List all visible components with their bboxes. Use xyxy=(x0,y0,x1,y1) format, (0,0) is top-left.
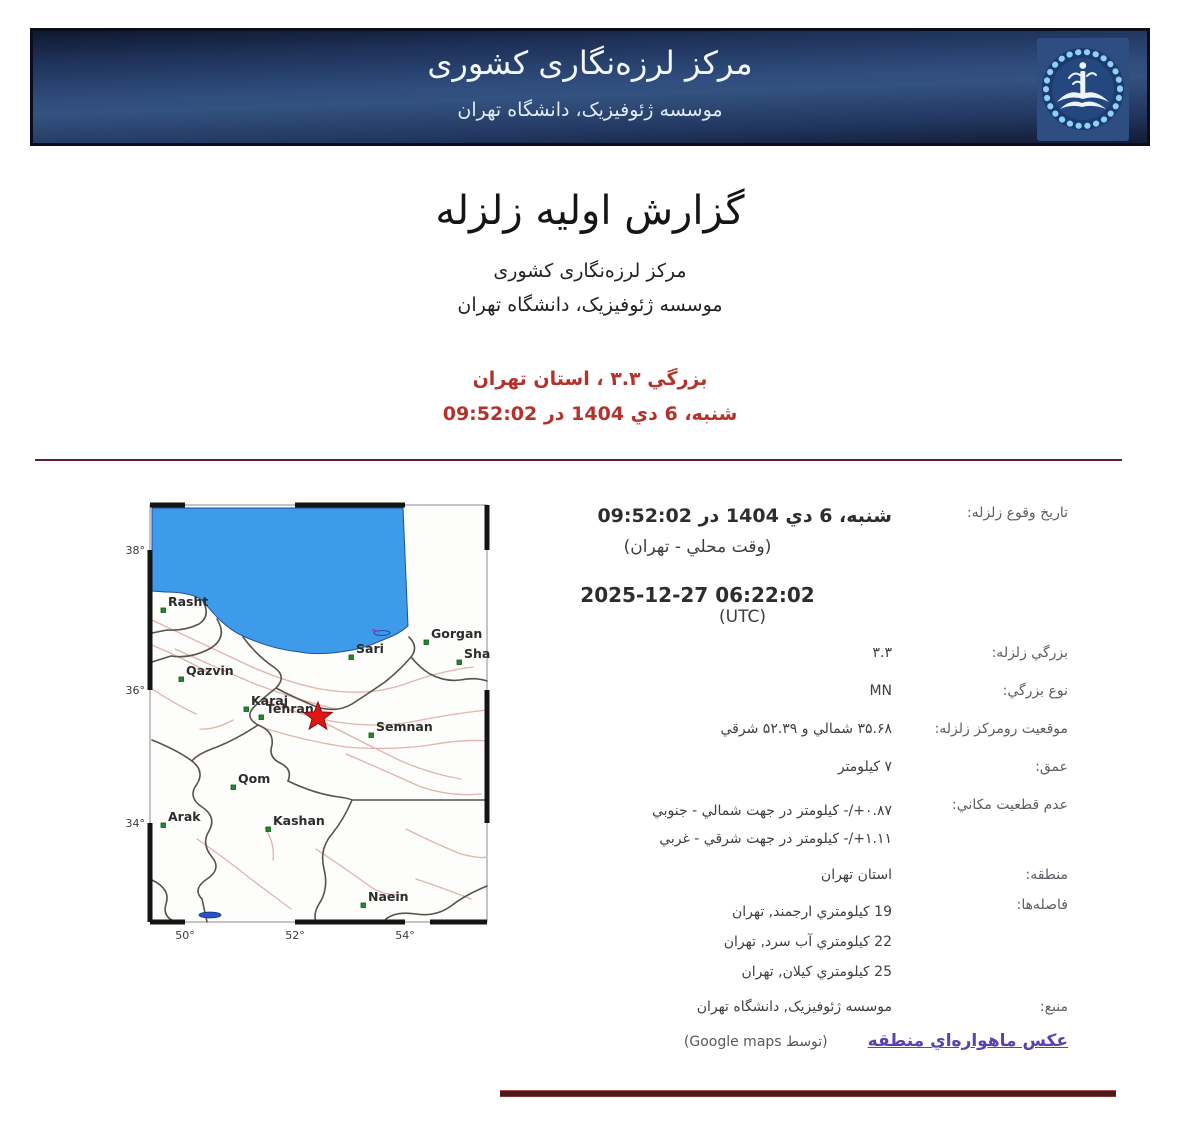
report-org-line1: مرکز لرزه‌نگاری کشوری xyxy=(493,260,687,282)
uncertainty-ns: ⁦-/+۰.۸۷⁩ کیلومتر در جهت شمالي - جنوبي xyxy=(651,803,892,819)
row-magnitude xyxy=(503,645,1068,661)
lake xyxy=(199,912,221,918)
row-region xyxy=(503,867,1068,883)
satellite-link-note: (توسط Google maps) xyxy=(683,1034,828,1051)
magnitude-type-value: MN xyxy=(869,683,892,699)
epicenter-label: موقعیت رومرکز زلزله: xyxy=(934,721,1068,737)
city-label: Naein xyxy=(368,889,409,904)
lon-tick: 50° xyxy=(175,929,195,942)
source-label: منبع: xyxy=(1039,999,1068,1016)
headline-magnitude: بزرگي ۳.۳ ، استان تهران xyxy=(472,368,708,391)
distances-value xyxy=(503,897,892,987)
distances-label: فاصله‌ها: xyxy=(1016,897,1068,913)
city-label: Semnan xyxy=(376,719,433,734)
lon-tick: 54° xyxy=(395,929,415,942)
report-head xyxy=(0,188,1180,431)
org-subtitle: موسسه ژئوفیزیک، دانشگاه تهران xyxy=(457,99,723,121)
report-org-lines xyxy=(0,254,1180,322)
top-divider xyxy=(35,459,1122,461)
magnitude-value: ۳.۳ xyxy=(872,645,892,661)
satellite-link-row xyxy=(503,1031,1068,1051)
page-title: گزارش اولیه زلزله xyxy=(435,188,745,234)
distance-item: 22 کیلومتري آب سرد, تهران xyxy=(723,934,892,951)
city-label: Karaj xyxy=(251,693,289,708)
city-label: Qazvin xyxy=(186,663,234,678)
row-uncertainty xyxy=(503,797,1068,853)
epicenter-map xyxy=(115,498,500,950)
local-time-note: (وقت محلي - تهران) xyxy=(623,537,772,557)
org-title: مرکز لرزه‌نگاری کشوری xyxy=(427,44,753,82)
uncertainty-value xyxy=(503,797,892,853)
row-depth xyxy=(503,759,1068,775)
uncertainty-label: عدم قطعیت مکاني: xyxy=(952,797,1068,813)
city-label: Rasht xyxy=(168,594,209,609)
city-label: Kashan xyxy=(273,813,325,828)
magnitude-label: بزرگي زلزله: xyxy=(991,645,1068,661)
region-value: استان تهران xyxy=(820,867,892,883)
city-label: Arak xyxy=(168,809,201,824)
headline xyxy=(0,362,1180,430)
utc-datetime: 2025-12-27 06:22:02 xyxy=(580,583,815,607)
region-label: منطقه: xyxy=(1025,867,1068,883)
lon-tick: 52° xyxy=(285,929,305,942)
local-datetime: شنبه، 6 دي 1404 در 09:52:02 xyxy=(597,505,892,527)
distance-item: 19 کیلومتري ارجمند, تهران xyxy=(731,904,892,920)
city-label: Sha xyxy=(464,646,491,661)
epicenter-value: ۳۵.۶۸ شمالي و ۵۲.۳۹ شرقي xyxy=(720,721,892,737)
city-label: Qom xyxy=(238,771,271,786)
university-of-tehran-logo-icon xyxy=(1035,34,1131,144)
header-banner xyxy=(30,28,1150,146)
city-label: Sari xyxy=(356,641,384,656)
event-details xyxy=(503,505,1068,1051)
report-org-line2: موسسه ژئوفیزیک، دانشگاه تهران xyxy=(457,294,723,317)
row-source xyxy=(503,999,1068,1015)
source-value: موسسه ژئوفیزیک, دانشگاه تهران xyxy=(696,999,892,1016)
lat-tick: 38° xyxy=(125,544,145,557)
row-epicenter xyxy=(503,721,1068,737)
distance-item: 25 کیلومتري کیلان, تهران xyxy=(741,964,892,981)
depth-value: ۷ کیلومتر xyxy=(837,759,892,775)
satellite-image-link[interactable]: عکس ماهواره‌اي منطقه xyxy=(867,1031,1068,1052)
headline-datetime: شنبه، 6 دي 1404 در 09:52:02 xyxy=(442,402,738,425)
row-magnitude-type xyxy=(503,683,1068,699)
utc-note: (UTC) xyxy=(719,607,766,627)
bottom-divider xyxy=(500,1090,1116,1097)
depth-label: عمق: xyxy=(1035,759,1068,775)
occurrence-date-value xyxy=(503,505,892,627)
city-label: Gorgan xyxy=(431,626,483,641)
lat-tick: 36° xyxy=(125,684,145,697)
magnitude-type-label: نوع بزرگي: xyxy=(1002,683,1068,699)
city-label: Tehran xyxy=(266,701,314,716)
uncertainty-ew: ⁦-/+۱.۱۱⁩ کیلومتر در جهت شرقي - غربي xyxy=(659,831,892,847)
lat-tick: 34° xyxy=(125,817,145,830)
occurrence-date-label: تاریخ وقوع زلزله: xyxy=(966,505,1068,521)
row-occurrence-date xyxy=(503,505,1068,627)
row-distances xyxy=(503,897,1068,987)
